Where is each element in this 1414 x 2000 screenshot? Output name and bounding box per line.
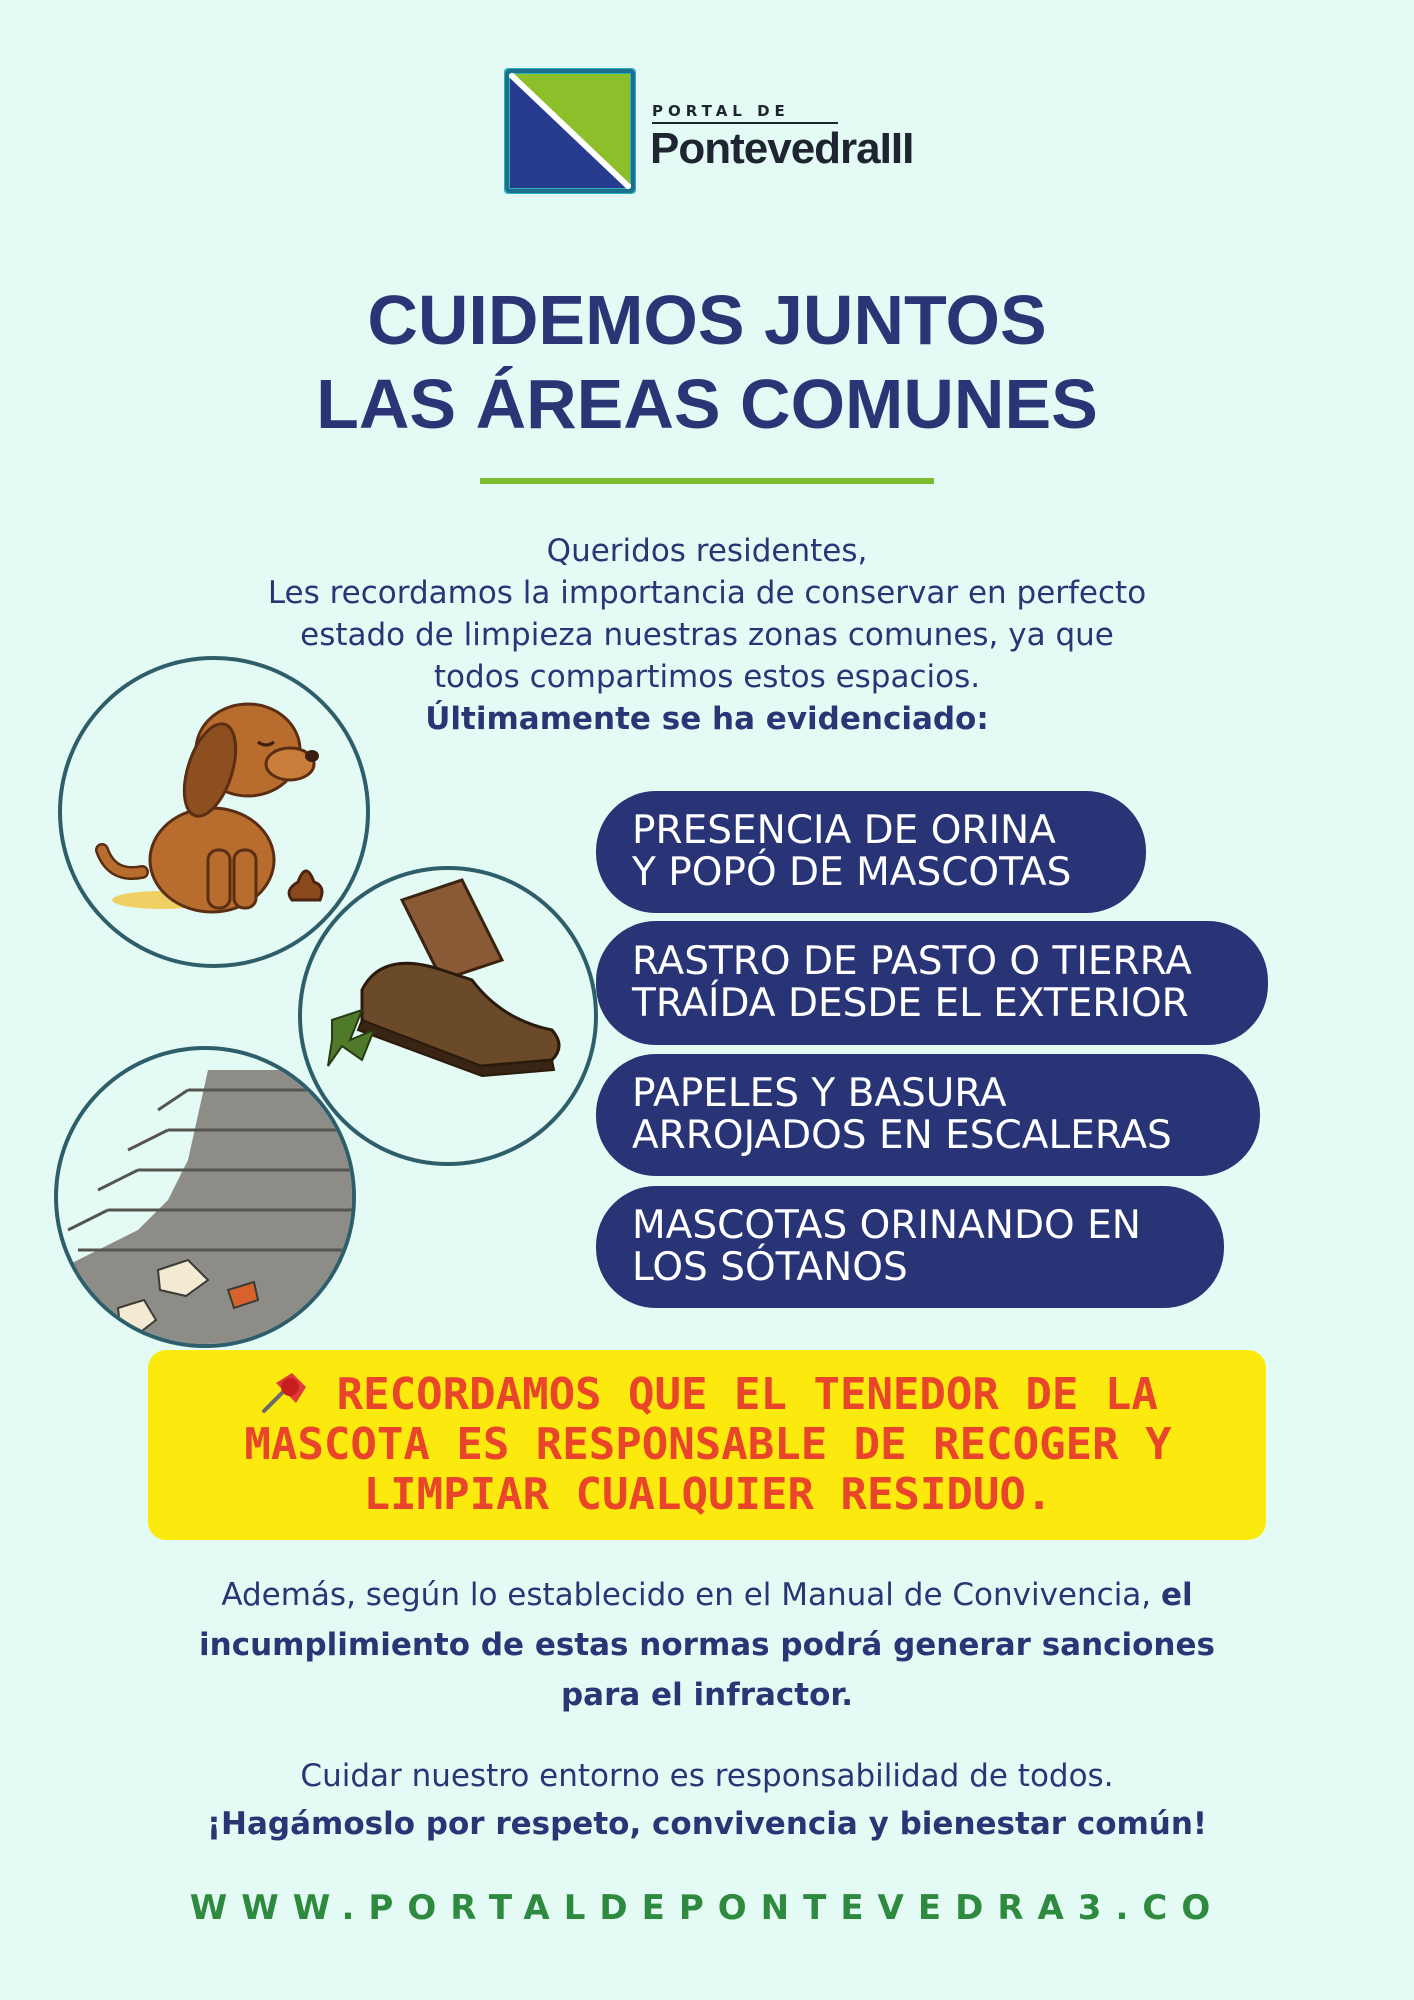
intro-line: Les recordamos la importancia de conservar en perfecto [267,575,1147,611]
shoe-illustration [298,866,598,1166]
issue-pill-line: MASCOTAS ORINANDO EN [632,1203,1141,1248]
issue-pill-line: PAPELES Y BASURA [632,1071,1007,1116]
logo-wordmark: PontevedraIII [650,124,914,173]
stairs-icon [58,1050,352,1344]
shoe-icon [302,870,594,1162]
issue-pill [596,1054,1260,1176]
intro-line: todos compartimos estos espacios. [433,659,981,695]
manual-note-emphasis: para el infractor. [560,1677,854,1713]
intro-line: estado de limpieza nuestras zonas comunes, ya que [300,617,1114,653]
manual-note [130,1570,1284,1720]
issue-pill [596,921,1268,1045]
closing-line: Cuidar nuestro entorno es responsabilidad de todos. [300,1758,1114,1794]
stairs-illustration [54,1046,356,1348]
issue-pill [596,1186,1224,1308]
issue-pill-line: Y POPÓ DE MASCOTAS [632,850,1072,895]
closing-call-to-action: ¡Hagámoslo por respeto, convivencia y bienestar común! [206,1806,1208,1842]
warning-line: RECORDAMOS QUE EL TENEDOR DE LA [336,1369,1158,1420]
issue-pill-line: ARROJADOS EN ESCALERAS [632,1113,1172,1158]
warning-line: MASCOTA ES RESPONSABLE DE RECOGER Y [244,1419,1172,1470]
manual-note-emphasis: el [1161,1577,1193,1613]
warning-line: LIMPIAR CUALQUIER RESIDUO. [363,1469,1053,1520]
title-line-1: CUIDEMOS JUNTOS [367,281,1047,359]
closing-message [130,1752,1284,1848]
issue-pill-line: RASTRO DE PASTO O TIERRA [632,939,1192,984]
manual-note-emphasis: incumplimiento de estas normas podrá generar sanciones [199,1627,1215,1663]
website-link[interactable]: WWW.PORTALDEPONTEVEDRA3.CO [189,1888,1225,1928]
page-title [0,278,1414,446]
issue-pill-line: TRAÍDA DESDE EL EXTERIOR [632,981,1189,1026]
logo-subtitle: PORTAL DE [652,102,790,120]
title-line-2: LAS ÁREAS COMUNES [316,365,1098,443]
intro-emphasis: Últimamente se ha evidenciado: [425,701,989,737]
issue-pill-line: LOS SÓTANOS [632,1245,908,1290]
warning-message [158,1370,1258,1520]
issue-pill-line: PRESENCIA DE ORINA [632,808,1056,853]
dog-icon [62,660,366,964]
pushpin-icon [258,1371,310,1415]
manual-note-text: Además, según lo establecido en el Manual de Convivencia, [221,1577,1162,1613]
issue-pill [596,791,1146,913]
portal-logo-icon [502,66,638,196]
dog-illustration [58,656,370,968]
title-divider [480,478,934,484]
intro-greeting: Queridos residentes, [546,533,868,569]
